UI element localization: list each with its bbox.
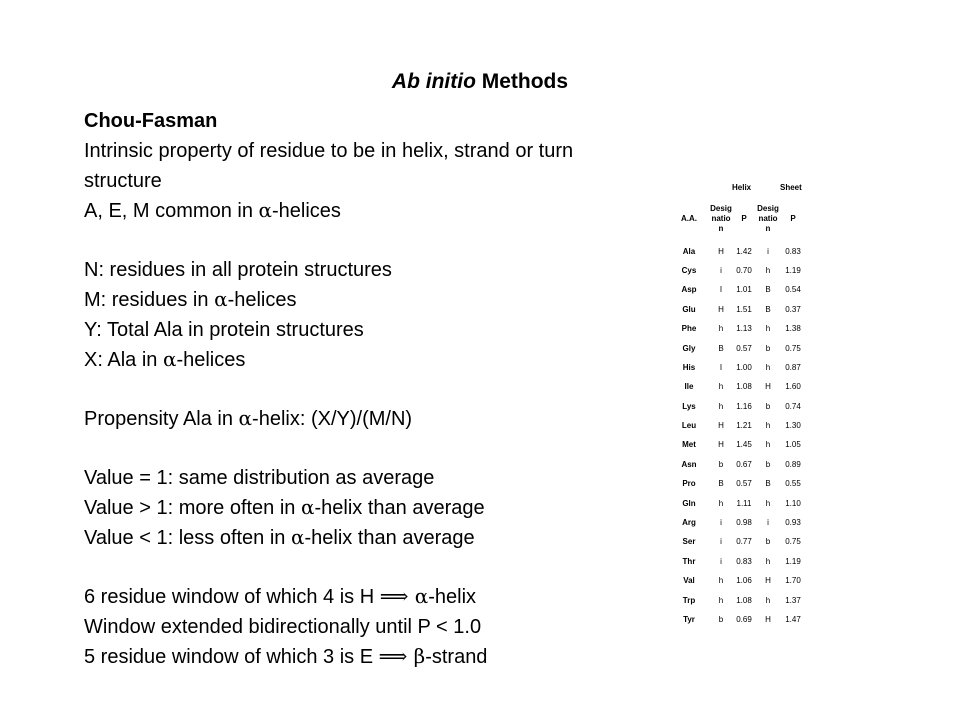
aa-name-cell: Asp [681, 285, 697, 295]
helix-designation-cell: h [718, 595, 724, 605]
sheet-p-cell: 0.74 [785, 401, 801, 411]
table-row [668, 397, 806, 416]
empty-header-cell [710, 178, 732, 197]
helix-designation-cell: B [718, 479, 724, 489]
propensity-table [668, 178, 806, 629]
helix-designation-cell: H [718, 440, 724, 450]
body-line [84, 345, 654, 375]
helix-designation-cell: H [718, 304, 724, 314]
table-row [668, 590, 806, 609]
helix-p-cell: 1.21 [736, 421, 752, 431]
sheet-designation-cell: h [765, 362, 771, 372]
table-row [668, 474, 806, 493]
body-text: -helix [428, 586, 477, 608]
table-row [668, 300, 806, 319]
body-line [84, 582, 654, 612]
body-line [84, 226, 654, 255]
sheet-designation-cell: H [765, 382, 771, 392]
helix-p-cell: 1.42 [736, 246, 752, 256]
helix-p-cell: 0.70 [736, 265, 752, 275]
body-line [84, 493, 654, 523]
body-text: M: residues in [84, 289, 215, 311]
math-symbol: α [290, 525, 305, 549]
helix-p-header: P [741, 214, 747, 224]
sheet-p-cell: 1.30 [785, 421, 801, 431]
helix-p-cell: 1.00 [736, 362, 752, 372]
aa-name-cell: Met [682, 440, 696, 450]
column-header-row [668, 197, 806, 241]
sheet-designation-cell: H [765, 615, 771, 624]
sheet-p-cell: 0.75 [785, 537, 801, 547]
helix-designation-cell: h [718, 382, 724, 392]
sheet-designation-cell: h [765, 440, 771, 450]
helix-p-cell: 0.57 [736, 479, 752, 489]
helix-p-cell: 1.08 [736, 595, 752, 605]
aa-name-cell: Asn [681, 459, 697, 469]
table-row [668, 319, 806, 338]
aa-column-header: A.A. [681, 214, 697, 224]
helix-p-cell: 0.69 [736, 615, 752, 624]
aa-name-cell: Glu [682, 304, 696, 314]
math-symbol: ⟹ α [379, 584, 429, 608]
body-text: A, E, M common in [84, 200, 259, 222]
sheet-designation-cell: b [765, 537, 771, 547]
helix-p-cell: 0.98 [736, 518, 752, 528]
aa-name-cell: Lys [682, 401, 696, 411]
sheet-p-cell: 0.75 [785, 343, 801, 353]
helix-p-cell: 1.11 [736, 498, 752, 508]
sheet-p-cell: 1.70 [785, 576, 801, 586]
sheet-p-cell: 1.05 [785, 440, 801, 450]
helix-p-cell: 0.67 [736, 459, 752, 469]
body-text: X: Ala in [84, 349, 163, 371]
helix-p-cell: 1.16 [736, 401, 752, 411]
sheet-p-cell: 1.19 [785, 265, 801, 275]
sheet-designation-cell: b [765, 343, 771, 353]
sheet-designation-cell: h [765, 556, 771, 566]
body-line [84, 612, 654, 642]
body-lines [84, 136, 654, 672]
helix-p-cell: 0.83 [736, 556, 752, 566]
math-symbol: ⟹ β [378, 644, 426, 668]
math-symbol: α [162, 347, 177, 371]
body-text: -helix than average [304, 527, 475, 549]
helix-designation-header: Desig natio n [710, 204, 732, 234]
sheet-designation-cell: b [765, 459, 771, 469]
table-row [668, 261, 806, 280]
method-heading: Chou-Fasman [84, 110, 218, 132]
aa-name-cell: Ile [684, 382, 694, 392]
helix-p-cell: 1.01 [736, 285, 752, 295]
body-text: Value = 1: same distribution as average [84, 467, 435, 489]
table-row [668, 416, 806, 435]
body-text: Propensity Ala in [84, 408, 239, 430]
helix-designation-cell: i [720, 537, 722, 547]
helix-designation-cell: b [718, 459, 724, 469]
body-text: -helices [272, 200, 341, 222]
sheet-designation-cell: B [765, 479, 771, 489]
sheet-p-cell: 1.19 [785, 556, 801, 566]
helix-p-cell: 1.06 [736, 576, 752, 586]
helix-p-cell: 1.51 [736, 304, 752, 314]
body-text: 6 residue window of which 4 is H [84, 586, 380, 608]
helix-designation-cell: h [718, 401, 724, 411]
table-row [668, 435, 806, 454]
body-line [84, 136, 654, 166]
aa-name-cell: Gly [682, 343, 696, 353]
body-line [84, 285, 654, 315]
empty-header-cell [668, 178, 710, 197]
helix-p-cell: 1.13 [736, 324, 752, 334]
helix-designation-cell: I [719, 362, 723, 372]
slide-body [84, 107, 654, 672]
sheet-designation-cell: B [765, 285, 771, 295]
sheet-designation-cell: i [767, 518, 769, 528]
helix-designation-cell: h [718, 576, 724, 586]
table-row [668, 358, 806, 377]
helix-designation-cell: h [718, 324, 724, 334]
group-header-row [668, 178, 806, 197]
body-line [84, 375, 654, 404]
sheet-designation-cell: h [765, 324, 771, 334]
aa-name-cell: Thr [682, 556, 696, 566]
helix-designation-cell: i [720, 265, 722, 275]
aa-name-cell: Arg [682, 518, 696, 528]
sheet-p-cell: 1.10 [785, 498, 801, 508]
aa-name-cell: Val [683, 576, 695, 586]
sheet-p-cell: 0.89 [785, 459, 801, 469]
aa-name-cell: Ser [682, 537, 696, 547]
slide-title-italic: Ab initio [391, 70, 476, 93]
aa-name-cell: Leu [681, 421, 697, 431]
sheet-p-cell: 0.93 [785, 518, 801, 528]
helix-p-cell: 1.08 [736, 382, 752, 392]
empty-header-cell [756, 178, 780, 197]
table-row [668, 532, 806, 551]
table-row [668, 338, 806, 357]
helix-designation-cell: i [720, 518, 722, 528]
table-row [668, 455, 806, 474]
body-text: 5 residue window of which 3 is E [84, 646, 379, 668]
sheet-designation-cell: H [765, 576, 771, 586]
body-text: Y: Total Ala in protein structures [84, 319, 364, 341]
sheet-p-cell: 0.37 [785, 304, 801, 314]
sheet-p-cell: 1.47 [785, 615, 801, 624]
helix-designation-cell: B [718, 343, 724, 353]
sheet-designation-cell: h [765, 265, 771, 275]
table-row [668, 513, 806, 532]
sheet-p-cell: 1.38 [785, 324, 801, 334]
sheet-designation-cell: h [765, 421, 771, 431]
helix-designation-cell: i [720, 556, 722, 566]
math-symbol: α [214, 287, 228, 311]
aa-name-cell: Gln [682, 498, 696, 508]
body-text: -helix than average [314, 497, 485, 519]
body-text: Value > 1: more often in [84, 497, 301, 519]
table-row [668, 552, 806, 571]
aa-name-cell: His [682, 362, 696, 372]
body-text: -helix: (X/Y)/(M/N) [252, 408, 413, 430]
table-row [668, 377, 806, 396]
sheet-p-header: P [790, 214, 796, 224]
body-line [84, 196, 654, 226]
body-line [84, 553, 654, 582]
sheet-p-cell: 0.83 [785, 246, 801, 256]
aa-name-cell: Trp [682, 595, 696, 605]
body-text: N: residues in all protein structures [84, 259, 392, 281]
helix-designation-cell: H [718, 421, 724, 431]
aa-name-cell: Tyr [683, 615, 695, 624]
sheet-p-cell: 1.37 [785, 595, 801, 605]
body-text: -strand [425, 646, 488, 668]
sheet-p-cell: 0.54 [785, 285, 801, 295]
body-line [84, 404, 654, 434]
body-text: Intrinsic property of residue to be in helix, strand or turn [84, 140, 574, 162]
sheet-p-cell: 0.87 [785, 362, 801, 372]
sheet-p-cell: 1.60 [785, 382, 801, 392]
table-row [668, 280, 806, 299]
table-row [668, 241, 806, 260]
helix-p-cell: 1.45 [736, 440, 752, 450]
aa-name-cell: Phe [681, 324, 697, 334]
sheet-designation-cell: i [767, 246, 769, 256]
aa-name-cell: Cys [681, 265, 697, 275]
sheet-designation-header: Desig natio n [757, 204, 779, 234]
aa-name-cell: Pro [682, 479, 696, 489]
helix-p-cell: 0.77 [736, 537, 752, 547]
body-line [84, 434, 654, 463]
helix-designation-cell: H [718, 246, 724, 256]
table-row [668, 610, 806, 629]
body-text: Window extended bidirectionally until P < 1.0 [84, 616, 482, 638]
sheet-group-header: Sheet [780, 183, 802, 193]
helix-designation-cell: I [719, 285, 723, 295]
table-row [668, 571, 806, 590]
sheet-designation-cell: B [765, 304, 771, 314]
body-text: structure [84, 170, 162, 192]
helix-p-cell: 0.57 [736, 343, 752, 353]
sheet-designation-cell: b [765, 401, 771, 411]
math-symbol: α [258, 198, 273, 222]
body-line [84, 642, 654, 672]
aa-name-cell: Ala [682, 246, 696, 256]
sheet-p-cell: 0.55 [785, 479, 801, 489]
math-symbol: α [300, 495, 315, 519]
helix-designation-cell: h [718, 498, 724, 508]
sheet-designation-cell: h [765, 498, 771, 508]
math-symbol: α [238, 406, 253, 430]
body-text: -helices [176, 349, 246, 371]
table-row [668, 493, 806, 512]
body-line [84, 463, 654, 493]
body-line [84, 255, 654, 285]
slide-title-rest: Methods [475, 70, 569, 93]
sheet-designation-cell: h [765, 595, 771, 605]
body-line [84, 315, 654, 345]
slide-title [0, 70, 960, 94]
helix-group-header: Helix [732, 183, 752, 193]
body-line [84, 166, 654, 196]
body-line [84, 523, 654, 553]
body-text: -helices [227, 289, 297, 311]
body-text: Value < 1: less often in [84, 527, 291, 549]
helix-designation-cell: b [718, 615, 724, 624]
